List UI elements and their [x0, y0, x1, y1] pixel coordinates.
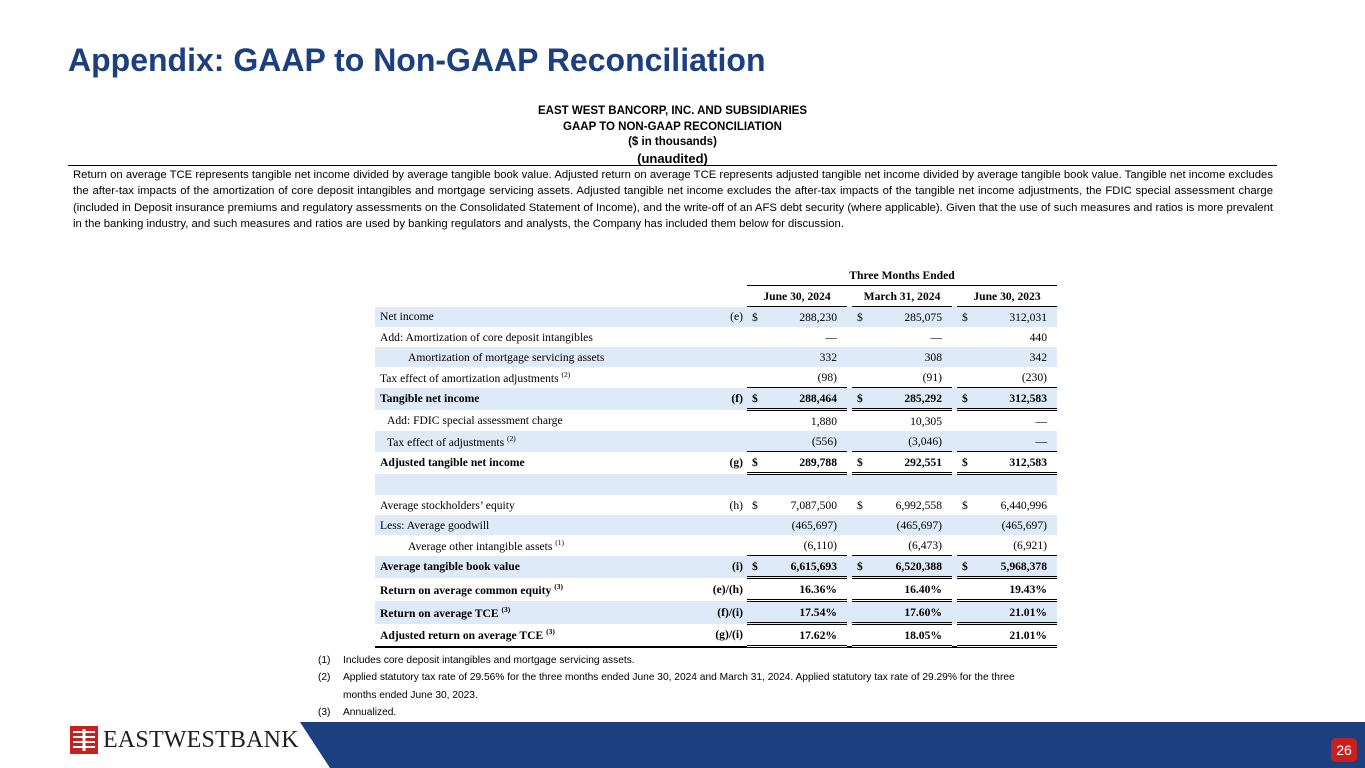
row-label: Less: Average goodwill	[375, 515, 698, 535]
company-name: EAST WEST BANCORP, INC. AND SUBSIDIARIES	[538, 105, 807, 117]
page-number: 26	[1331, 738, 1357, 762]
dollar-sign: $	[747, 307, 766, 328]
dollar-sign: $	[747, 556, 766, 578]
row-ref: (e)	[698, 307, 747, 328]
reconciliation-table	[375, 265, 1057, 648]
row-ref: (g)	[729, 456, 743, 469]
intro-paragraph: Return on average TCE represents tangible net income divided by average tangible book value. Adjusted return on average TCE represents adjusted tangible net income divided by average tangible book value. Tangible net income excludes the after-tax impacts of the amortization of core deposit intangibles and mortgage servicing assets. Adjusted tangible net income excludes the after-tax impacts of the tangible net income adjustments, the FDIC special assessment charge (included in Deposit insurance premiums and regulatory assessments on the Consolidated Statement of Income), and the write-off of an AFS debt security (where applicable). Given that the use of such measures and ratios is more prevalent in the banking industry, and such measures and ratios are used by banking regulators and analysts, the Company has included them below for discussion.	[73, 169, 1273, 230]
cell-value: 292,551	[871, 452, 952, 474]
period-header: Three Months Ended	[747, 265, 1057, 286]
row-label: Net income	[375, 307, 698, 328]
dollar-sign: $	[747, 388, 766, 410]
row-ref: (e)/(h)	[712, 582, 743, 596]
footnote-marker: (2)	[561, 369, 571, 379]
page-title: Appendix: GAAP to Non-GAAP Reconciliation	[68, 42, 766, 78]
cell-value: (98)	[766, 367, 847, 388]
dollar-sign: $	[957, 388, 976, 410]
cell-value: 440	[1029, 330, 1047, 344]
column-header-row	[375, 286, 1057, 307]
row-ref: (g)/(i)	[698, 624, 747, 647]
dollar-sign: $	[747, 452, 766, 474]
row-ref: (f)/(i)	[698, 601, 747, 624]
footnote: (2) Applied statutory tax rate of 29.56% for the three months ended June 30, 2024 and March 31, 2024. Applied statutory tax rate of 29.29% for the three	[318, 672, 1015, 684]
footnote: (3) Annualized.	[318, 706, 397, 718]
cell-value: (91)	[871, 367, 952, 388]
cell-value: 1,880	[810, 414, 837, 428]
row-ref: (h)	[729, 498, 743, 512]
cell-value: —	[930, 330, 942, 344]
cell-value: (230)	[976, 367, 1057, 388]
row-label: Amortization of mortgage servicing assets	[375, 347, 698, 367]
logo-text: EASTWESTBANK	[103, 726, 299, 753]
dollar-sign: $	[857, 498, 863, 512]
dollar-sign: $	[957, 556, 976, 578]
row-label: Tangible net income	[375, 388, 698, 410]
table-row	[375, 601, 1057, 624]
footnote-marker: (3)	[546, 627, 555, 637]
cell-value: —	[825, 330, 837, 344]
dollar-sign: $	[852, 388, 871, 410]
dollar-sign: $	[752, 498, 758, 512]
report-subtitle: GAAP TO NON-GAAP RECONCILIATION	[563, 120, 782, 133]
row-label: Tax effect of adjustments $^{(2)}$	[375, 431, 698, 452]
footer-bar	[300, 722, 1365, 768]
cell-value: (465,697)	[976, 515, 1057, 535]
cell-value: 332	[766, 347, 847, 367]
row-ref: (f)	[698, 388, 747, 410]
dollar-sign: $	[852, 452, 871, 474]
cell-value: 17.54%	[766, 601, 847, 624]
footnote-marker: (1)	[555, 537, 564, 547]
cell-value: —	[976, 431, 1057, 452]
row-ref: (i)	[698, 556, 747, 578]
table-row	[375, 307, 1057, 328]
table-row	[375, 327, 1057, 347]
period-header-row	[375, 265, 1057, 286]
table-row	[375, 367, 1057, 388]
dollar-sign: $	[962, 498, 968, 512]
table-row	[375, 410, 1057, 432]
cell-value: 7,087,500	[790, 498, 837, 512]
table-row	[375, 515, 1057, 535]
row-label: Adjusted tangible net income	[380, 456, 525, 469]
bank-logo-icon	[70, 726, 98, 754]
cell-value: 288,230	[766, 307, 847, 328]
table-row	[375, 452, 1057, 474]
cell-value: 21.01%	[976, 624, 1057, 647]
dollar-sign: $	[852, 307, 871, 328]
company-logo	[70, 726, 299, 754]
header-rule	[68, 165, 1277, 166]
table-row	[375, 556, 1057, 578]
row-label: Return on average TCE $^{(3)}$	[375, 601, 698, 624]
cell-value: 17.60%	[871, 601, 952, 624]
cell-value: —	[1035, 414, 1047, 428]
cell-value: (465,697)	[871, 515, 952, 535]
table-row	[375, 495, 1057, 515]
cell-value: 6,440,996	[1000, 498, 1047, 512]
cell-value: 288,464	[766, 388, 847, 410]
footnote: (1) Includes core deposit intangibles and mortgage servicing assets.	[318, 655, 635, 666]
row-label: Adjusted return on average TCE $^{(3)}$	[375, 624, 698, 647]
cell-value: (6,921)	[976, 535, 1057, 556]
cell-value: 312,031	[976, 307, 1057, 328]
dollar-sign: $	[957, 452, 976, 474]
footnote-marker: (3)	[554, 581, 563, 591]
row-label: Add: Amortization of core deposit intangibles	[380, 330, 593, 344]
column-header: June 30, 2024	[747, 286, 847, 307]
row-label: Add: FDIC special assessment charge	[387, 413, 563, 427]
cell-value: 16.40%	[871, 578, 952, 601]
column-header: March 31, 2024	[852, 286, 952, 307]
table-row	[375, 431, 1057, 452]
cell-value: (6,110)	[766, 535, 847, 556]
table-row	[375, 388, 1057, 410]
footnotes	[318, 652, 1015, 721]
cell-value: 10,305	[910, 414, 942, 428]
report-units: ($ in thousands)	[628, 136, 717, 148]
dollar-sign: $	[852, 556, 871, 578]
cell-value: 21.01%	[976, 601, 1057, 624]
row-label: Return on average common equity $^{(3)}$	[380, 581, 563, 597]
cell-value: 312,583	[976, 452, 1057, 474]
table-row	[375, 578, 1057, 601]
table-row	[375, 624, 1057, 647]
cell-value: (556)	[766, 431, 847, 452]
cell-value: 6,992,558	[895, 498, 942, 512]
dollar-sign: $	[957, 307, 976, 328]
cell-value: (3,046)	[871, 431, 952, 452]
cell-value: 312,583	[976, 388, 1057, 410]
row-label: Average tangible book value	[375, 556, 698, 578]
column-header: June 30, 2023	[957, 286, 1057, 307]
table-row	[375, 535, 1057, 556]
cell-value: 289,788	[766, 452, 847, 474]
cell-value: 19.43%	[976, 578, 1057, 601]
row-label: Tax effect of amortization adjustments $^{(2)}$	[380, 369, 571, 385]
footnote-continuation: months ended June 30, 2023.	[343, 689, 478, 701]
cell-value: 285,292	[871, 388, 952, 410]
report-header	[0, 104, 1345, 166]
cell-value: (6,473)	[871, 535, 952, 556]
row-label: Average stockholders’ equity	[380, 498, 515, 512]
row-label: Average other intangible assets $^{(1)}$	[408, 537, 564, 553]
cell-value: 16.36%	[766, 578, 847, 601]
report-status: (unaudited)	[637, 150, 708, 166]
table-row	[375, 347, 1057, 367]
footnote-marker: (3)	[501, 604, 511, 614]
cell-value: 5,968,378	[976, 556, 1057, 578]
cell-value: (465,697)	[766, 515, 847, 535]
cell-value: 18.05%	[871, 624, 952, 647]
spacer-row	[375, 474, 1057, 496]
cell-value: 6,520,388	[871, 556, 952, 578]
cell-value: 17.62%	[766, 624, 847, 647]
footnote-marker: (2)	[507, 433, 516, 443]
cell-value: 6,615,693	[766, 556, 847, 578]
cell-value: 308	[871, 347, 952, 367]
cell-value: 285,075	[871, 307, 952, 328]
cell-value: 342	[976, 347, 1057, 367]
